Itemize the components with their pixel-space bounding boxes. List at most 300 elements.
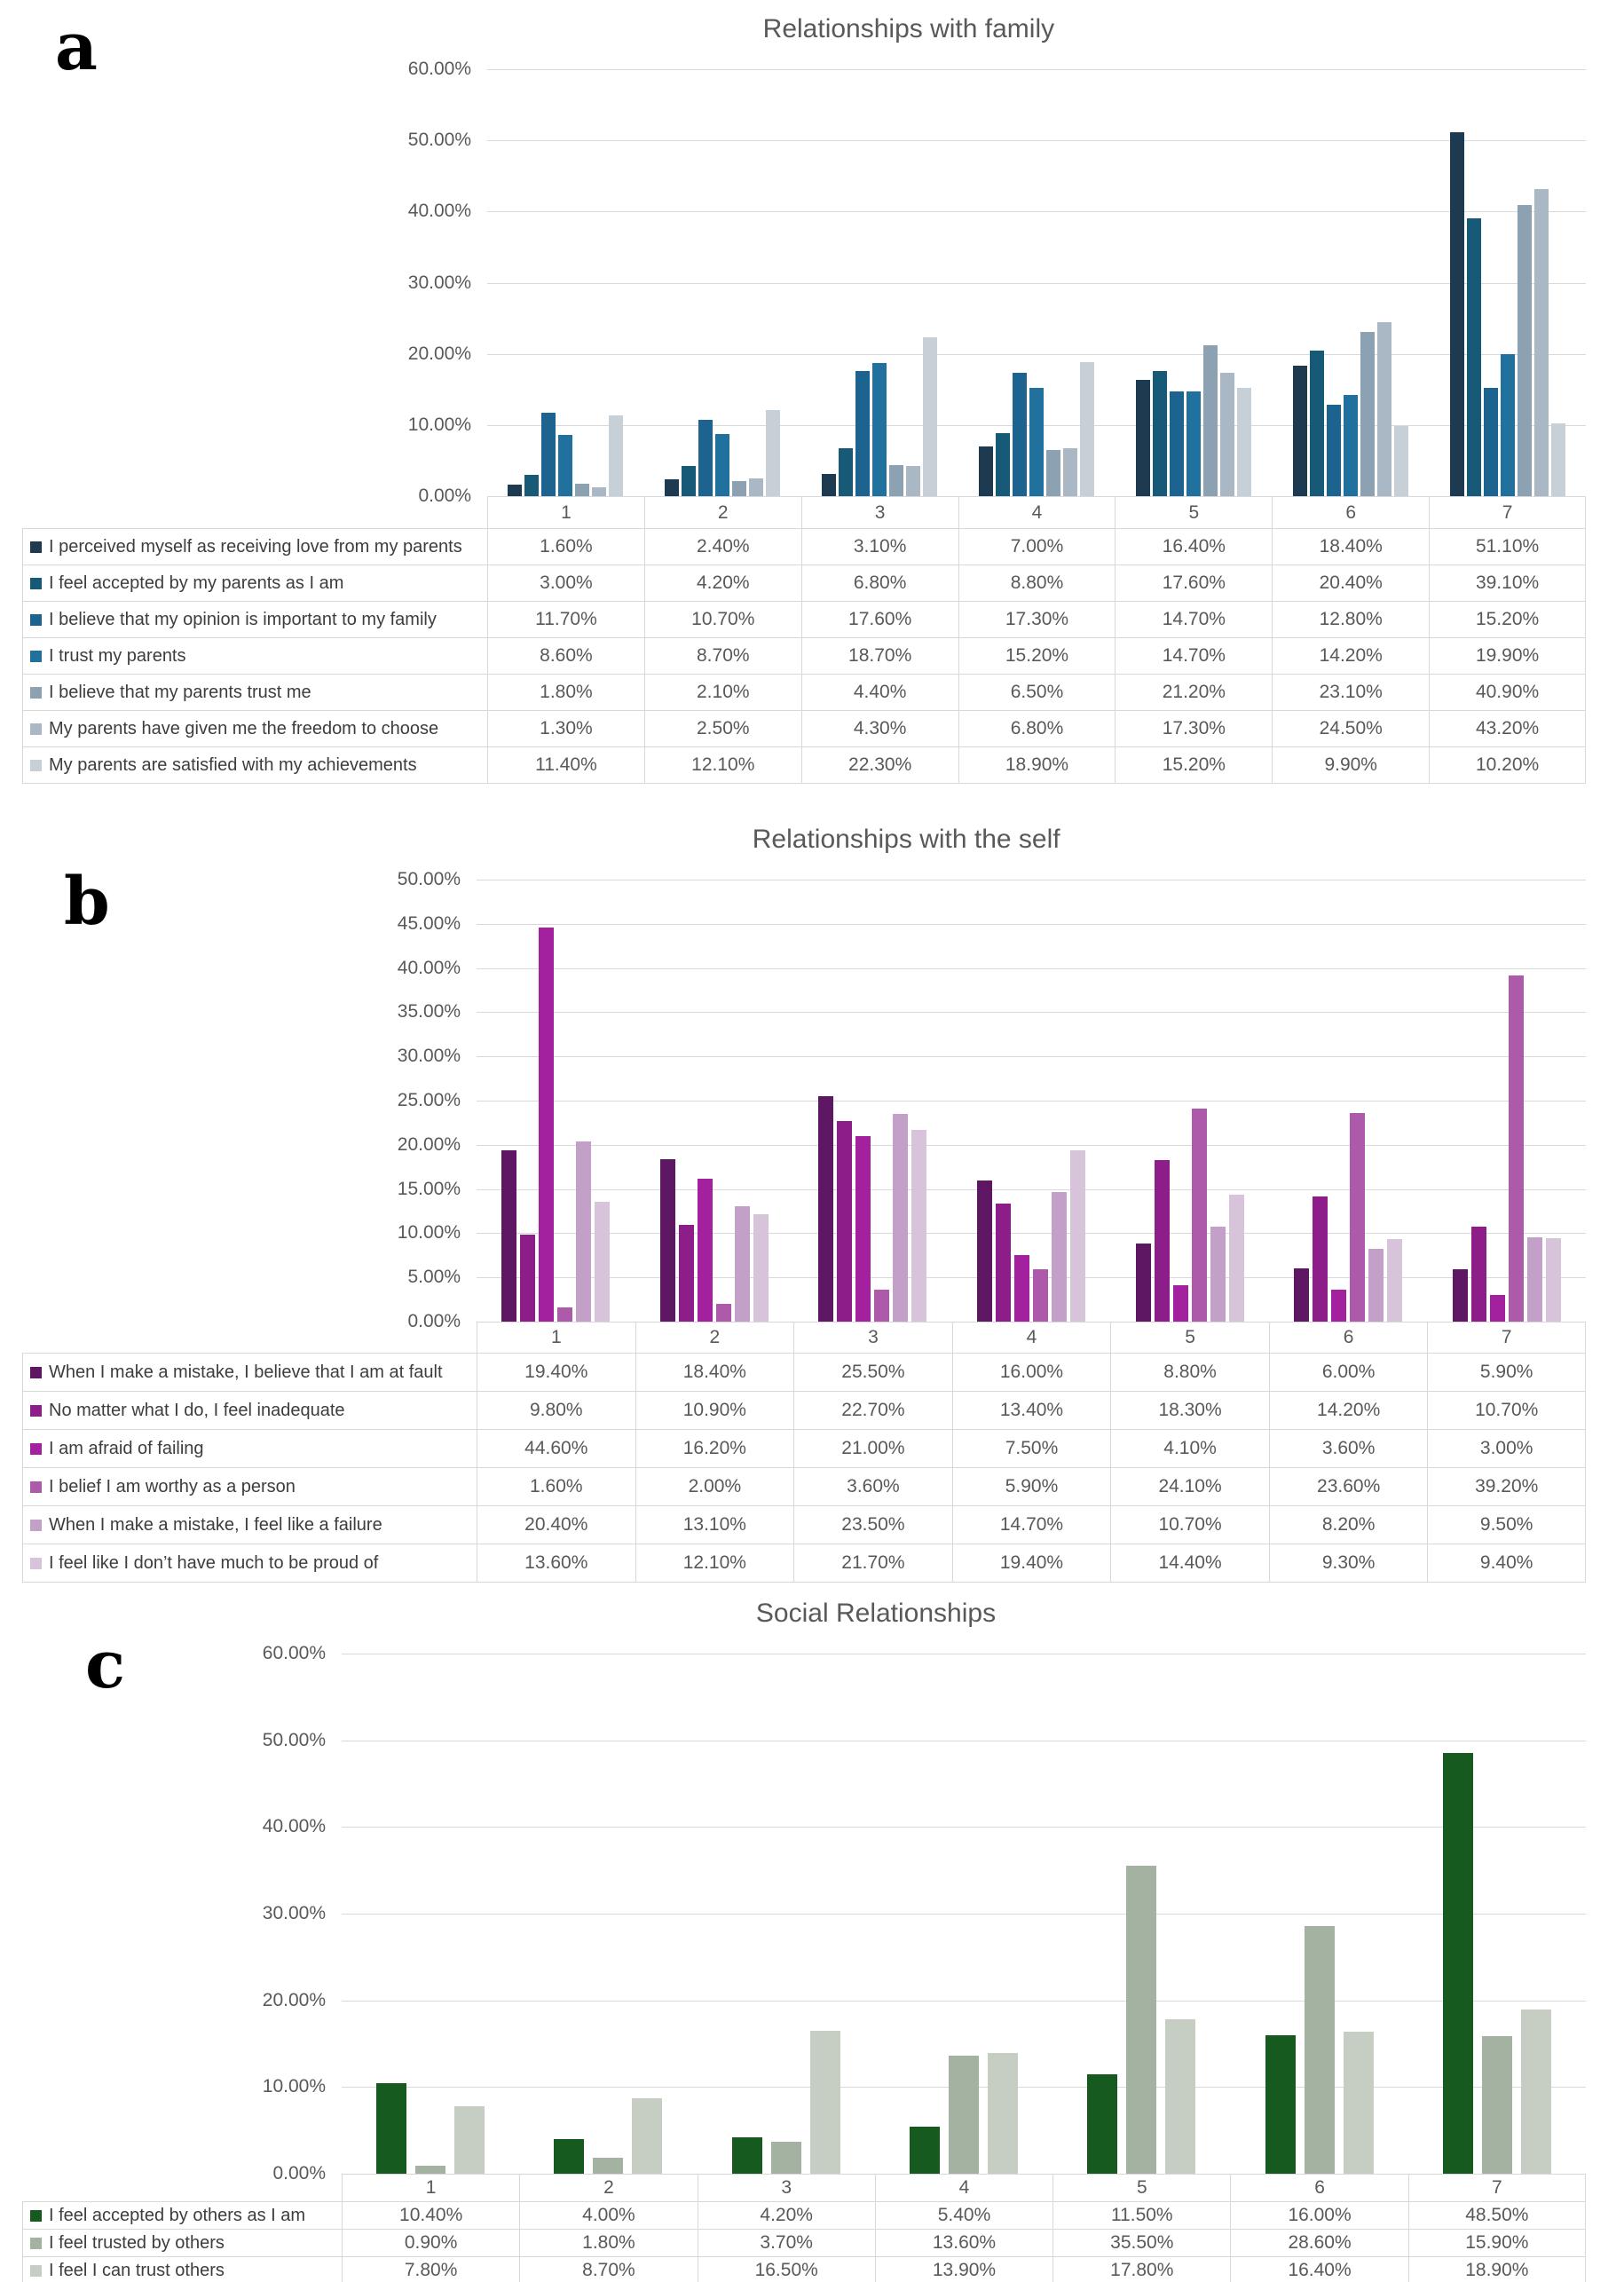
series-label-row2 bbox=[22, 2230, 342, 2257]
data-table-c bbox=[22, 2174, 1586, 2282]
value-cell-s6-c5: 14.40% bbox=[1110, 1544, 1269, 1583]
bar-series1-cat4 bbox=[979, 446, 993, 496]
legend-swatch bbox=[30, 541, 42, 553]
bar-series6-cat7 bbox=[1546, 1238, 1561, 1322]
bar-series7-cat3 bbox=[923, 337, 937, 496]
value-cell-s2-c2: 1.80% bbox=[519, 2230, 697, 2257]
series-name: No matter what I do, I feel inadequate bbox=[49, 1400, 345, 1420]
bar-series7-cat4 bbox=[1080, 362, 1094, 497]
bar-group-4 bbox=[952, 880, 1111, 1322]
bar-series1-cat7 bbox=[1453, 1269, 1468, 1322]
value-cell-s1-c5: 8.80% bbox=[1110, 1354, 1269, 1392]
bar-series3-cat1 bbox=[541, 413, 556, 496]
legend-swatch bbox=[30, 2265, 42, 2277]
value-cell-s5-c1: 20.40% bbox=[477, 1506, 635, 1544]
legend-swatch bbox=[30, 760, 42, 771]
plot-area-a bbox=[487, 69, 1586, 496]
bar-series2-cat6 bbox=[1305, 1926, 1335, 2174]
series-name: My parents have given me the freedom to choose bbox=[49, 718, 439, 738]
value-cell-s1-c4: 16.00% bbox=[952, 1354, 1111, 1392]
bar-series4-cat2 bbox=[716, 1304, 731, 1322]
x-axis-label-6: 6 bbox=[1230, 2174, 1407, 2202]
series-label-row4 bbox=[22, 638, 487, 675]
value-cell-s3-c6: 3.60% bbox=[1269, 1430, 1428, 1468]
panel-letter-a: a bbox=[55, 9, 98, 85]
y-tick-label: 0.00% bbox=[418, 486, 471, 506]
bar-group-3 bbox=[698, 1654, 875, 2174]
value-cell-s2-c7: 15.90% bbox=[1408, 2230, 1586, 2257]
bar-series2-cat4 bbox=[996, 433, 1010, 496]
bar-series6-cat7 bbox=[1534, 189, 1549, 496]
x-axis-label-7: 7 bbox=[1427, 1322, 1586, 1354]
value-cell-s2-c5: 18.30% bbox=[1110, 1392, 1269, 1430]
value-cell-s6-c4: 19.40% bbox=[952, 1544, 1111, 1583]
y-axis-b bbox=[22, 869, 477, 1331]
value-cell-s3-c7: 18.90% bbox=[1408, 2257, 1586, 2282]
series-label-row1 bbox=[22, 1354, 477, 1392]
value-cell-s6-c1: 1.30% bbox=[487, 711, 644, 747]
bar-series4-cat3 bbox=[874, 1290, 889, 1322]
value-cell-s2-c4: 8.80% bbox=[958, 565, 1116, 602]
series-label-row6 bbox=[22, 1544, 477, 1583]
x-axis-label-2: 2 bbox=[635, 1322, 794, 1354]
bar-series7-cat7 bbox=[1551, 423, 1565, 496]
bar-series3-cat6 bbox=[1331, 1290, 1346, 1322]
bar-series3-cat5 bbox=[1173, 1285, 1188, 1322]
y-tick-label: 35.00% bbox=[397, 1001, 461, 1023]
value-cell-s6-c7: 43.20% bbox=[1429, 711, 1586, 747]
plot-row-c bbox=[22, 1643, 1586, 2183]
bar-series2-cat6 bbox=[1310, 351, 1324, 496]
bar-group-4 bbox=[875, 1654, 1052, 2174]
series-label-row3 bbox=[22, 2257, 342, 2282]
value-cell-s4-c3: 3.60% bbox=[793, 1468, 952, 1506]
series-name: When I make a mistake, I feel like a failure bbox=[49, 1514, 382, 1535]
bar-series3-cat6 bbox=[1327, 405, 1341, 496]
series-name: I feel like I don’t have much to be proud of bbox=[49, 1552, 379, 1573]
series-label-row1 bbox=[22, 2202, 342, 2230]
value-cell-s7-c7: 10.20% bbox=[1429, 747, 1586, 784]
data-table-b bbox=[22, 1322, 1586, 1583]
value-cell-s5-c2: 13.10% bbox=[635, 1506, 794, 1544]
value-cell-s2-c7: 39.10% bbox=[1429, 565, 1586, 602]
bar-series1-cat2 bbox=[554, 2139, 584, 2174]
y-tick-label: 15.00% bbox=[397, 1178, 461, 1199]
bar-series1-cat6 bbox=[1294, 1268, 1309, 1322]
value-cell-s2-c3: 3.70% bbox=[698, 2230, 875, 2257]
bar-series4-cat4 bbox=[1033, 1269, 1048, 1322]
y-tick-label: 30.00% bbox=[262, 1903, 326, 1923]
value-cell-s5-c3: 4.40% bbox=[801, 675, 958, 711]
legend-swatch bbox=[30, 2238, 42, 2249]
x-axis-label-3: 3 bbox=[801, 496, 958, 529]
y-tick-label: 5.00% bbox=[407, 1267, 461, 1288]
x-axis-label-7: 7 bbox=[1408, 2174, 1586, 2202]
value-cell-s4-c7: 19.90% bbox=[1429, 638, 1586, 675]
bar-series4-cat1 bbox=[558, 435, 572, 496]
bar-series2-cat2 bbox=[682, 466, 696, 496]
y-tick-label: 20.00% bbox=[407, 343, 471, 364]
bar-series1-cat1 bbox=[508, 485, 522, 496]
legend-swatch bbox=[30, 1443, 42, 1455]
series-name: I trust my parents bbox=[49, 645, 186, 666]
value-cell-s4-c7: 39.20% bbox=[1427, 1468, 1586, 1506]
value-cell-s4-c3: 18.70% bbox=[801, 638, 958, 675]
value-cell-s3-c1: 44.60% bbox=[477, 1430, 635, 1468]
bar-series1-cat1 bbox=[501, 1150, 516, 1322]
value-cell-s3-c5: 17.80% bbox=[1052, 2257, 1230, 2282]
bar-series4-cat5 bbox=[1192, 1109, 1207, 1322]
x-axis-label-1: 1 bbox=[477, 1322, 635, 1354]
bar-group-7 bbox=[1429, 69, 1586, 496]
x-axis-label-4: 4 bbox=[875, 2174, 1052, 2202]
value-cell-s2-c1: 0.90% bbox=[342, 2230, 519, 2257]
value-cell-s5-c2: 2.10% bbox=[644, 675, 801, 711]
bar-series2-cat7 bbox=[1467, 218, 1481, 496]
value-cell-s2-c2: 4.20% bbox=[644, 565, 801, 602]
value-cell-s5-c3: 23.50% bbox=[793, 1506, 952, 1544]
plot-area-c bbox=[342, 1654, 1586, 2174]
series-label-row3 bbox=[22, 602, 487, 638]
chart-panel-c bbox=[0, 1597, 1624, 2282]
value-cell-s4-c2: 8.70% bbox=[644, 638, 801, 675]
y-tick-label: 60.00% bbox=[262, 1643, 326, 1663]
bar-series1-cat4 bbox=[910, 2127, 940, 2174]
legend-swatch bbox=[30, 578, 42, 589]
bar-series3-cat3 bbox=[855, 371, 870, 496]
value-cell-s7-c4: 18.90% bbox=[958, 747, 1116, 784]
bar-series1-cat6 bbox=[1265, 2035, 1296, 2174]
x-axis-label-6: 6 bbox=[1269, 1322, 1428, 1354]
value-cell-s6-c6: 24.50% bbox=[1272, 711, 1429, 747]
bar-series2-cat5 bbox=[1153, 371, 1167, 496]
bar-series6-cat1 bbox=[592, 487, 606, 496]
bar-series5-cat6 bbox=[1368, 1249, 1384, 1322]
value-cell-s5-c7: 40.90% bbox=[1429, 675, 1586, 711]
bar-groups bbox=[477, 880, 1586, 1322]
bar-series3-cat4 bbox=[988, 2053, 1018, 2174]
y-tick-label: 40.00% bbox=[262, 1816, 326, 1837]
value-cell-s6-c5: 17.30% bbox=[1115, 711, 1272, 747]
value-cell-s3-c6: 16.40% bbox=[1230, 2257, 1407, 2282]
bar-series6-cat6 bbox=[1377, 322, 1391, 496]
value-cell-s6-c3: 4.30% bbox=[801, 711, 958, 747]
value-cell-s4-c6: 23.60% bbox=[1269, 1468, 1428, 1506]
bar-series3-cat7 bbox=[1484, 388, 1498, 496]
value-cell-s6-c2: 12.10% bbox=[635, 1544, 794, 1583]
value-cell-s1-c2: 4.00% bbox=[519, 2202, 697, 2230]
value-cell-s6-c6: 9.30% bbox=[1269, 1544, 1428, 1583]
bar-series7-cat6 bbox=[1394, 426, 1408, 496]
x-axis-label-3: 3 bbox=[793, 1322, 952, 1354]
series-name: When I make a mistake, I believe that I am at fault bbox=[49, 1362, 443, 1382]
y-axis-c bbox=[22, 1643, 342, 2183]
bar-group-4 bbox=[958, 69, 1116, 496]
y-tick-label: 50.00% bbox=[262, 1729, 326, 1750]
value-cell-s7-c1: 11.40% bbox=[487, 747, 644, 784]
x-axis-label-7: 7 bbox=[1429, 496, 1586, 529]
value-cell-s3-c7: 3.00% bbox=[1427, 1430, 1586, 1468]
bar-series5-cat7 bbox=[1527, 1237, 1542, 1322]
bar-series1-cat2 bbox=[660, 1159, 675, 1322]
bar-series4-cat4 bbox=[1029, 388, 1044, 496]
value-cell-s2-c6: 28.60% bbox=[1230, 2230, 1407, 2257]
bar-series5-cat5 bbox=[1203, 345, 1218, 496]
bar-series1-cat5 bbox=[1136, 380, 1150, 496]
bar-series5-cat2 bbox=[732, 481, 746, 496]
value-cell-s6-c1: 13.60% bbox=[477, 1544, 635, 1583]
bar-group-1 bbox=[477, 880, 635, 1322]
value-cell-s2-c4: 13.40% bbox=[952, 1392, 1111, 1430]
series-name: I believe that my parents trust me bbox=[49, 682, 311, 702]
value-cell-s4-c1: 8.60% bbox=[487, 638, 644, 675]
bar-series7-cat5 bbox=[1237, 388, 1251, 496]
bar-group-1 bbox=[487, 69, 644, 496]
series-label-row6 bbox=[22, 711, 487, 747]
bar-series6-cat2 bbox=[753, 1214, 769, 1322]
bar-series3-cat4 bbox=[1013, 373, 1027, 496]
value-cell-s5-c5: 10.70% bbox=[1110, 1506, 1269, 1544]
bar-series6-cat4 bbox=[1070, 1150, 1085, 1322]
legend-swatch bbox=[30, 1367, 42, 1378]
value-cell-s2-c7: 10.70% bbox=[1427, 1392, 1586, 1430]
value-cell-s1-c2: 2.40% bbox=[644, 529, 801, 565]
series-label-row2 bbox=[22, 565, 487, 602]
y-tick-label: 0.00% bbox=[272, 2163, 326, 2183]
value-cell-s2-c1: 9.80% bbox=[477, 1392, 635, 1430]
bar-series1-cat1 bbox=[376, 2083, 406, 2174]
bar-series6-cat1 bbox=[595, 1202, 610, 1322]
value-cell-s5-c4: 6.50% bbox=[958, 675, 1116, 711]
bar-series3-cat5 bbox=[1165, 2019, 1195, 2174]
legend-swatch bbox=[30, 1520, 42, 1531]
value-cell-s2-c4: 13.60% bbox=[875, 2230, 1052, 2257]
plot-area-b bbox=[477, 880, 1586, 1322]
value-cell-s1-c4: 5.40% bbox=[875, 2202, 1052, 2230]
bar-series5-cat5 bbox=[1210, 1227, 1226, 1322]
value-cell-s4-c1: 1.60% bbox=[477, 1468, 635, 1506]
chart-panel-b bbox=[0, 823, 1624, 1583]
legend-swatch bbox=[30, 1481, 42, 1493]
bar-group-7 bbox=[1427, 880, 1586, 1322]
value-cell-s2-c6: 20.40% bbox=[1272, 565, 1429, 602]
bar-series4-cat7 bbox=[1501, 354, 1515, 496]
value-cell-s2-c5: 35.50% bbox=[1052, 2230, 1230, 2257]
bar-group-5 bbox=[1115, 69, 1272, 496]
series-name: I feel I can trust others bbox=[49, 2260, 225, 2280]
bar-series2-cat3 bbox=[837, 1121, 852, 1322]
series-name: I believe that my opinion is important to my family bbox=[49, 609, 437, 629]
value-cell-s5-c7: 9.50% bbox=[1427, 1506, 1586, 1544]
value-cell-s3-c4: 17.30% bbox=[958, 602, 1116, 638]
y-tick-label: 10.00% bbox=[407, 414, 471, 435]
value-cell-s7-c5: 15.20% bbox=[1115, 747, 1272, 784]
value-cell-s3-c1: 11.70% bbox=[487, 602, 644, 638]
bar-series2-cat3 bbox=[771, 2142, 801, 2174]
bar-series3-cat2 bbox=[698, 1179, 713, 1322]
series-name: I belief I am worthy as a person bbox=[49, 1476, 296, 1496]
value-cell-s6-c2: 2.50% bbox=[644, 711, 801, 747]
value-cell-s1-c2: 18.40% bbox=[635, 1354, 794, 1392]
value-cell-s3-c6: 12.80% bbox=[1272, 602, 1429, 638]
value-cell-s1-c3: 25.50% bbox=[793, 1354, 952, 1392]
x-axis-label-1: 1 bbox=[487, 496, 644, 529]
bar-series2-cat7 bbox=[1482, 2036, 1512, 2174]
bar-series5-cat1 bbox=[576, 1141, 591, 1322]
y-axis-a bbox=[22, 59, 487, 506]
bar-series2-cat4 bbox=[949, 2056, 979, 2174]
value-cell-s4-c6: 14.20% bbox=[1272, 638, 1429, 675]
y-tick-label: 30.00% bbox=[407, 272, 471, 293]
value-cell-s2-c2: 10.90% bbox=[635, 1392, 794, 1430]
y-tick-label: 20.00% bbox=[262, 1989, 326, 2010]
bar-series4-cat3 bbox=[872, 363, 887, 496]
bar-group-3 bbox=[801, 69, 958, 496]
bar-series1-cat7 bbox=[1443, 1753, 1473, 2174]
legend-swatch bbox=[30, 1558, 42, 1569]
bar-series2-cat2 bbox=[593, 2158, 623, 2174]
y-tick-label: 0.00% bbox=[407, 1311, 461, 1331]
x-axis-label-2: 2 bbox=[644, 496, 801, 529]
bar-series1-cat3 bbox=[822, 474, 836, 496]
legend-swatch bbox=[30, 2210, 42, 2222]
x-axis-label-1: 1 bbox=[342, 2174, 519, 2202]
series-label-row5 bbox=[22, 675, 487, 711]
value-cell-s1-c3: 3.10% bbox=[801, 529, 958, 565]
value-cell-s1-c6: 16.00% bbox=[1230, 2202, 1407, 2230]
series-label-row1 bbox=[22, 529, 487, 565]
bar-series6-cat2 bbox=[749, 478, 763, 496]
bar-group-2 bbox=[635, 880, 794, 1322]
bar-series2-cat1 bbox=[524, 475, 539, 496]
bar-groups bbox=[487, 69, 1586, 496]
legend-swatch bbox=[30, 614, 42, 626]
bar-series3-cat7 bbox=[1521, 2010, 1551, 2174]
bar-series7-cat1 bbox=[609, 415, 623, 496]
bar-series3-cat2 bbox=[632, 2098, 662, 2174]
value-cell-s3-c4: 7.50% bbox=[952, 1430, 1111, 1468]
chart-title-b: Relationships with the self bbox=[752, 825, 1060, 854]
bar-series1-cat5 bbox=[1087, 2074, 1117, 2174]
value-cell-s1-c7: 51.10% bbox=[1429, 529, 1586, 565]
series-name: I perceived myself as receiving love from my parents bbox=[49, 536, 462, 557]
value-cell-s1-c5: 16.40% bbox=[1115, 529, 1272, 565]
legend-swatch bbox=[30, 1405, 42, 1417]
value-cell-s3-c3: 16.50% bbox=[698, 2257, 875, 2282]
value-cell-s7-c3: 22.30% bbox=[801, 747, 958, 784]
bar-series3-cat3 bbox=[810, 2031, 840, 2174]
legend-swatch bbox=[30, 651, 42, 662]
bar-series3-cat7 bbox=[1490, 1295, 1505, 1322]
value-cell-s3-c4: 13.90% bbox=[875, 2257, 1052, 2282]
bar-series7-cat2 bbox=[766, 410, 780, 496]
value-cell-s2-c6: 14.20% bbox=[1269, 1392, 1428, 1430]
bar-series4-cat2 bbox=[715, 434, 729, 496]
bar-series6-cat5 bbox=[1229, 1195, 1244, 1322]
x-axis-label-6: 6 bbox=[1272, 496, 1429, 529]
bar-series6-cat4 bbox=[1063, 448, 1077, 497]
bar-group-6 bbox=[1230, 1654, 1407, 2174]
x-axis-label-2: 2 bbox=[519, 2174, 697, 2202]
value-cell-s5-c1: 1.80% bbox=[487, 675, 644, 711]
bar-group-6 bbox=[1272, 69, 1429, 496]
series-name: I am afraid of failing bbox=[49, 1438, 204, 1458]
panel-letter-b: b bbox=[64, 864, 110, 940]
bar-series2-cat4 bbox=[996, 1204, 1011, 1322]
x-axis-label-5: 5 bbox=[1110, 1322, 1269, 1354]
bar-series3-cat4 bbox=[1014, 1255, 1029, 1322]
value-cell-s5-c6: 23.10% bbox=[1272, 675, 1429, 711]
bar-series3-cat1 bbox=[454, 2106, 485, 2174]
series-label-row3 bbox=[22, 1430, 477, 1468]
bar-series6-cat3 bbox=[911, 1130, 926, 1322]
series-name: My parents are satisfied with my achievements bbox=[49, 754, 417, 775]
bar-series5-cat3 bbox=[893, 1114, 908, 1322]
bar-series2-cat1 bbox=[415, 2166, 445, 2174]
value-cell-s1-c1: 1.60% bbox=[487, 529, 644, 565]
value-cell-s4-c2: 2.00% bbox=[635, 1468, 794, 1506]
y-tick-label: 60.00% bbox=[407, 59, 471, 79]
y-tick-label: 45.00% bbox=[397, 912, 461, 934]
axis-row-spacer bbox=[22, 496, 487, 529]
value-cell-s3-c1: 7.80% bbox=[342, 2257, 519, 2282]
bar-series3-cat3 bbox=[855, 1136, 871, 1322]
chart-panel-a bbox=[0, 0, 1624, 784]
value-cell-s3-c5: 4.10% bbox=[1110, 1430, 1269, 1468]
bar-series2-cat5 bbox=[1126, 1866, 1156, 2174]
x-axis-label-3: 3 bbox=[698, 2174, 875, 2202]
y-tick-label: 40.00% bbox=[397, 957, 461, 978]
y-tick-label: 30.00% bbox=[397, 1046, 461, 1067]
bar-group-2 bbox=[519, 1654, 697, 2174]
value-cell-s6-c4: 6.80% bbox=[958, 711, 1116, 747]
bar-series2-cat6 bbox=[1313, 1196, 1328, 1322]
value-cell-s3-c5: 14.70% bbox=[1115, 602, 1272, 638]
bar-series2-cat3 bbox=[839, 448, 853, 497]
chart-title-a: Relationships with family bbox=[762, 14, 1055, 43]
x-axis-label-5: 5 bbox=[1115, 496, 1272, 529]
bar-series2-cat7 bbox=[1471, 1227, 1486, 1322]
bar-series6-cat6 bbox=[1387, 1239, 1402, 1322]
bar-series1-cat7 bbox=[1450, 132, 1464, 496]
value-cell-s3-c7: 15.20% bbox=[1429, 602, 1586, 638]
bar-series1-cat4 bbox=[977, 1180, 992, 1322]
bar-series1-cat5 bbox=[1136, 1244, 1151, 1322]
y-tick-label: 10.00% bbox=[262, 2076, 326, 2097]
value-cell-s4-c5: 24.10% bbox=[1110, 1468, 1269, 1506]
bar-series5-cat2 bbox=[735, 1206, 750, 1322]
bar-group-2 bbox=[644, 69, 801, 496]
value-cell-s3-c2: 16.20% bbox=[635, 1430, 794, 1468]
bar-series3-cat2 bbox=[698, 420, 713, 496]
bar-group-5 bbox=[1052, 1654, 1230, 2174]
x-axis-label-4: 4 bbox=[952, 1322, 1111, 1354]
bar-series1-cat3 bbox=[732, 2137, 762, 2174]
y-tick-label: 10.00% bbox=[397, 1222, 461, 1244]
bar-series6-cat3 bbox=[906, 466, 920, 496]
value-cell-s3-c3: 17.60% bbox=[801, 602, 958, 638]
bar-series5-cat3 bbox=[889, 465, 903, 496]
y-tick-label: 50.00% bbox=[397, 869, 461, 889]
bar-series3-cat1 bbox=[539, 928, 554, 1322]
x-axis-label-5: 5 bbox=[1052, 2174, 1230, 2202]
value-cell-s7-c6: 9.90% bbox=[1272, 747, 1429, 784]
bar-series4-cat5 bbox=[1186, 391, 1201, 496]
value-cell-s1-c1: 19.40% bbox=[477, 1354, 635, 1392]
bar-series2-cat5 bbox=[1155, 1160, 1170, 1322]
bar-series5-cat4 bbox=[1052, 1192, 1067, 1322]
bar-series1-cat2 bbox=[665, 479, 679, 496]
